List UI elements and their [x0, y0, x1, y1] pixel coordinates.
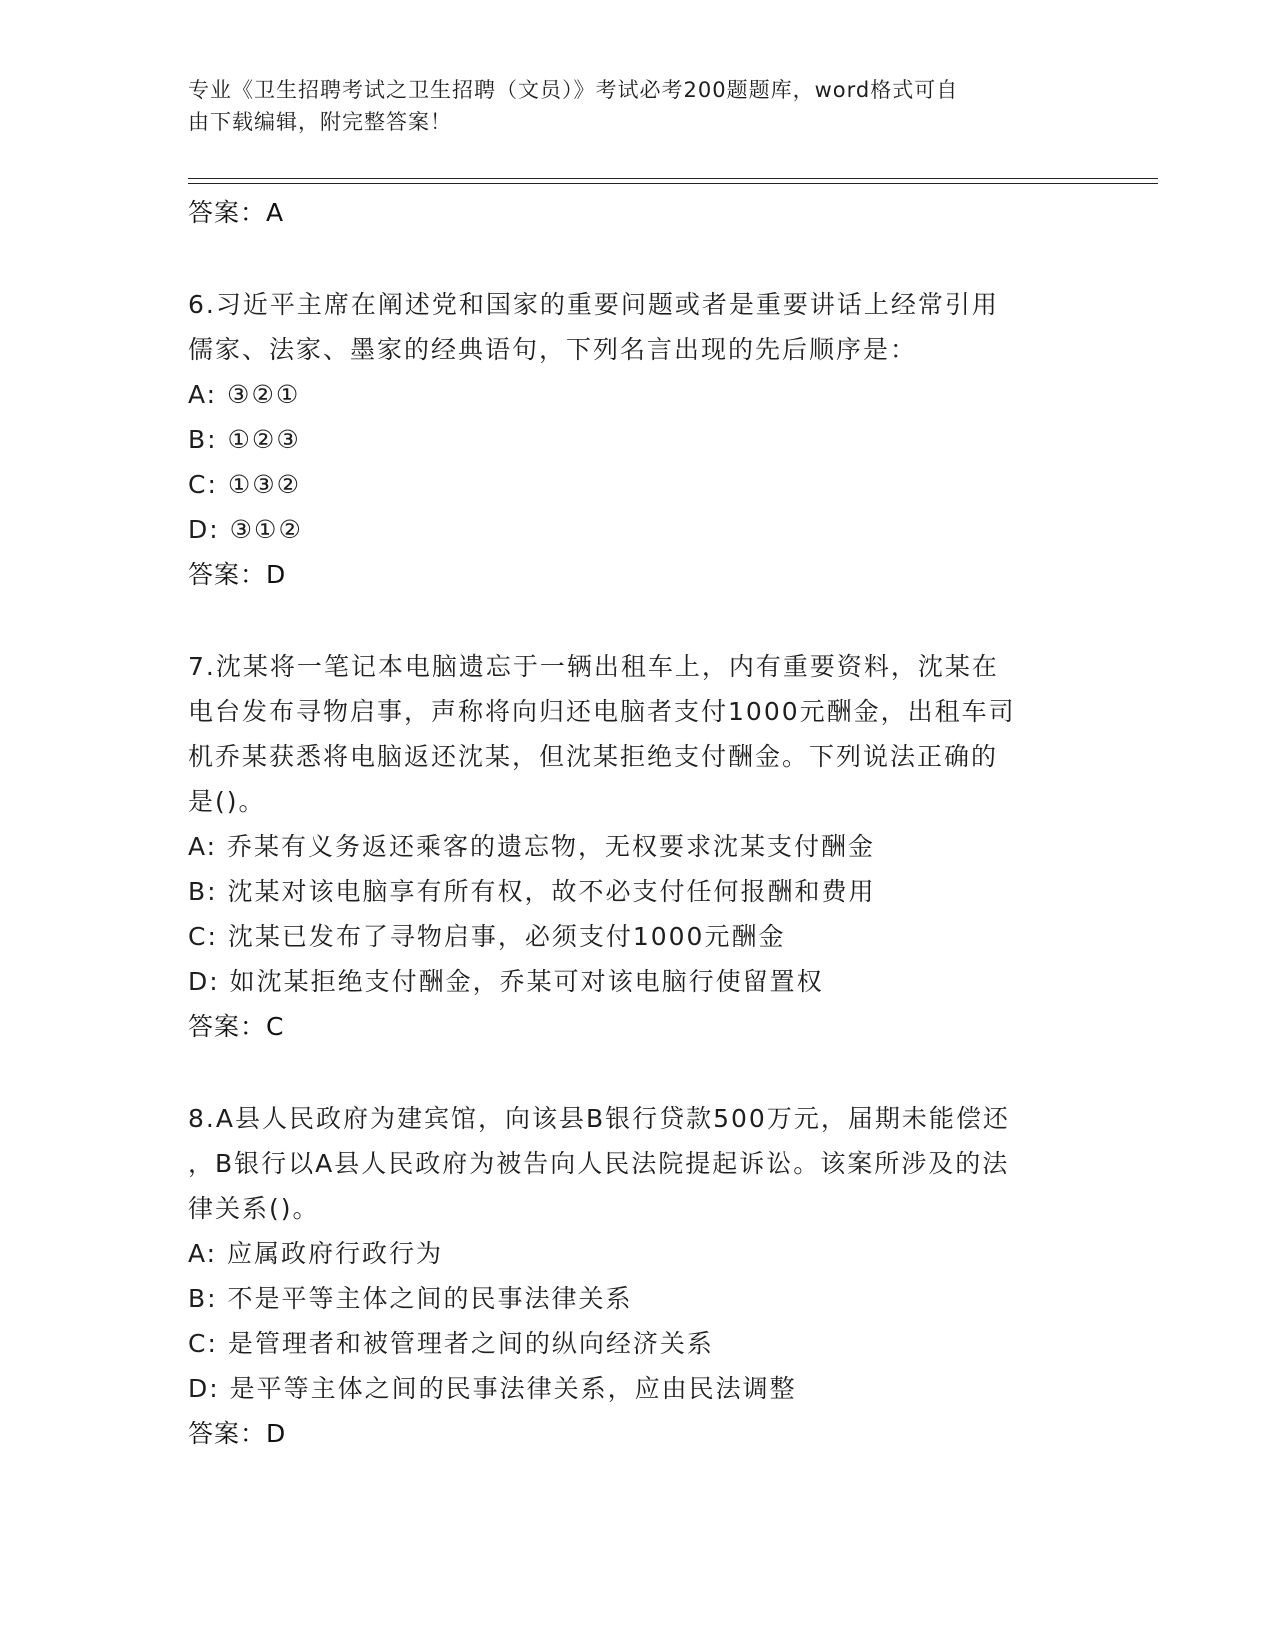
question-block	[188, 644, 1088, 1049]
option-b: B: ①②③	[188, 425, 301, 454]
question-stem-line: 机乔某获悉将电脑返还沈某，但沈某拒绝支付酬金。下列说法正确的	[188, 742, 999, 771]
header-line-2: 由下载编辑，附完整答案！	[188, 110, 452, 134]
answer: 答案：D	[188, 560, 287, 589]
option-b: B: 沈某对该电脑享有所有权，故不必支付任何报酬和费用	[188, 877, 876, 906]
option-d: D: 是平等主体之间的民事法律关系，应由民法调整	[188, 1374, 797, 1403]
option-a: A: ③②①	[188, 380, 301, 409]
question-block	[188, 282, 1088, 597]
answer: 答案：C	[188, 1012, 285, 1041]
option-a: A: 乔某有义务返还乘客的遗忘物，无权要求沈某支付酬金	[188, 832, 876, 861]
question-block	[188, 1096, 1088, 1456]
question-stem-line: 儒家、法家、墨家的经典语句，下列名言出现的先后顺序是：	[188, 335, 918, 364]
header-divider-bottom	[188, 183, 1158, 184]
header-line-1: 专业《卫生招聘考试之卫生招聘（文员）》考试必考200题题库，word格式可自	[188, 78, 959, 102]
option-a: A: 应属政府行政行为	[188, 1239, 444, 1268]
option-c: C: 是管理者和被管理者之间的纵向经济关系	[188, 1329, 714, 1358]
spacer	[188, 1049, 1088, 1096]
option-c: C: 沈某已发布了寻物启事，必须支付1000元酬金	[188, 922, 786, 951]
question-stem-line: 8.A县人民政府为建宾馆，向该县B银行贷款500万元，届期未能偿还	[188, 1104, 1010, 1133]
option-b: B: 不是平等主体之间的民事法律关系	[188, 1284, 633, 1313]
option-c: C: ①③②	[188, 470, 302, 499]
spacer	[188, 235, 1088, 282]
question-stem-line: 6.习近平主席在阐述党和国家的重要问题或者是重要讲话上经常引用	[188, 290, 999, 319]
question-stem-line: 律关系()。	[188, 1194, 320, 1223]
document-body	[188, 190, 1088, 1456]
question-stem-line: 电台发布寻物启事，声称将向归还电脑者支付1000元酬金，出租车司	[188, 697, 1016, 726]
option-d: D: 如沈某拒绝支付酬金，乔某可对该电脑行使留置权	[188, 967, 824, 996]
spacer	[188, 597, 1088, 644]
question-stem-line: 7.沈某将一笔记本电脑遗忘于一辆出租车上，内有重要资料，沈某在	[188, 652, 999, 681]
question-stem-line: 是()。	[188, 787, 266, 816]
answer: 答案：D	[188, 1419, 287, 1448]
answer-previous-question: 答案：A	[188, 198, 285, 227]
header-divider-top	[188, 178, 1158, 179]
page-header	[188, 74, 1068, 138]
question-stem-line: ，B银行以A县人民政府为被告向人民法院提起诉讼。该案所涉及的法	[188, 1149, 1010, 1178]
option-d: D: ③①②	[188, 515, 303, 544]
